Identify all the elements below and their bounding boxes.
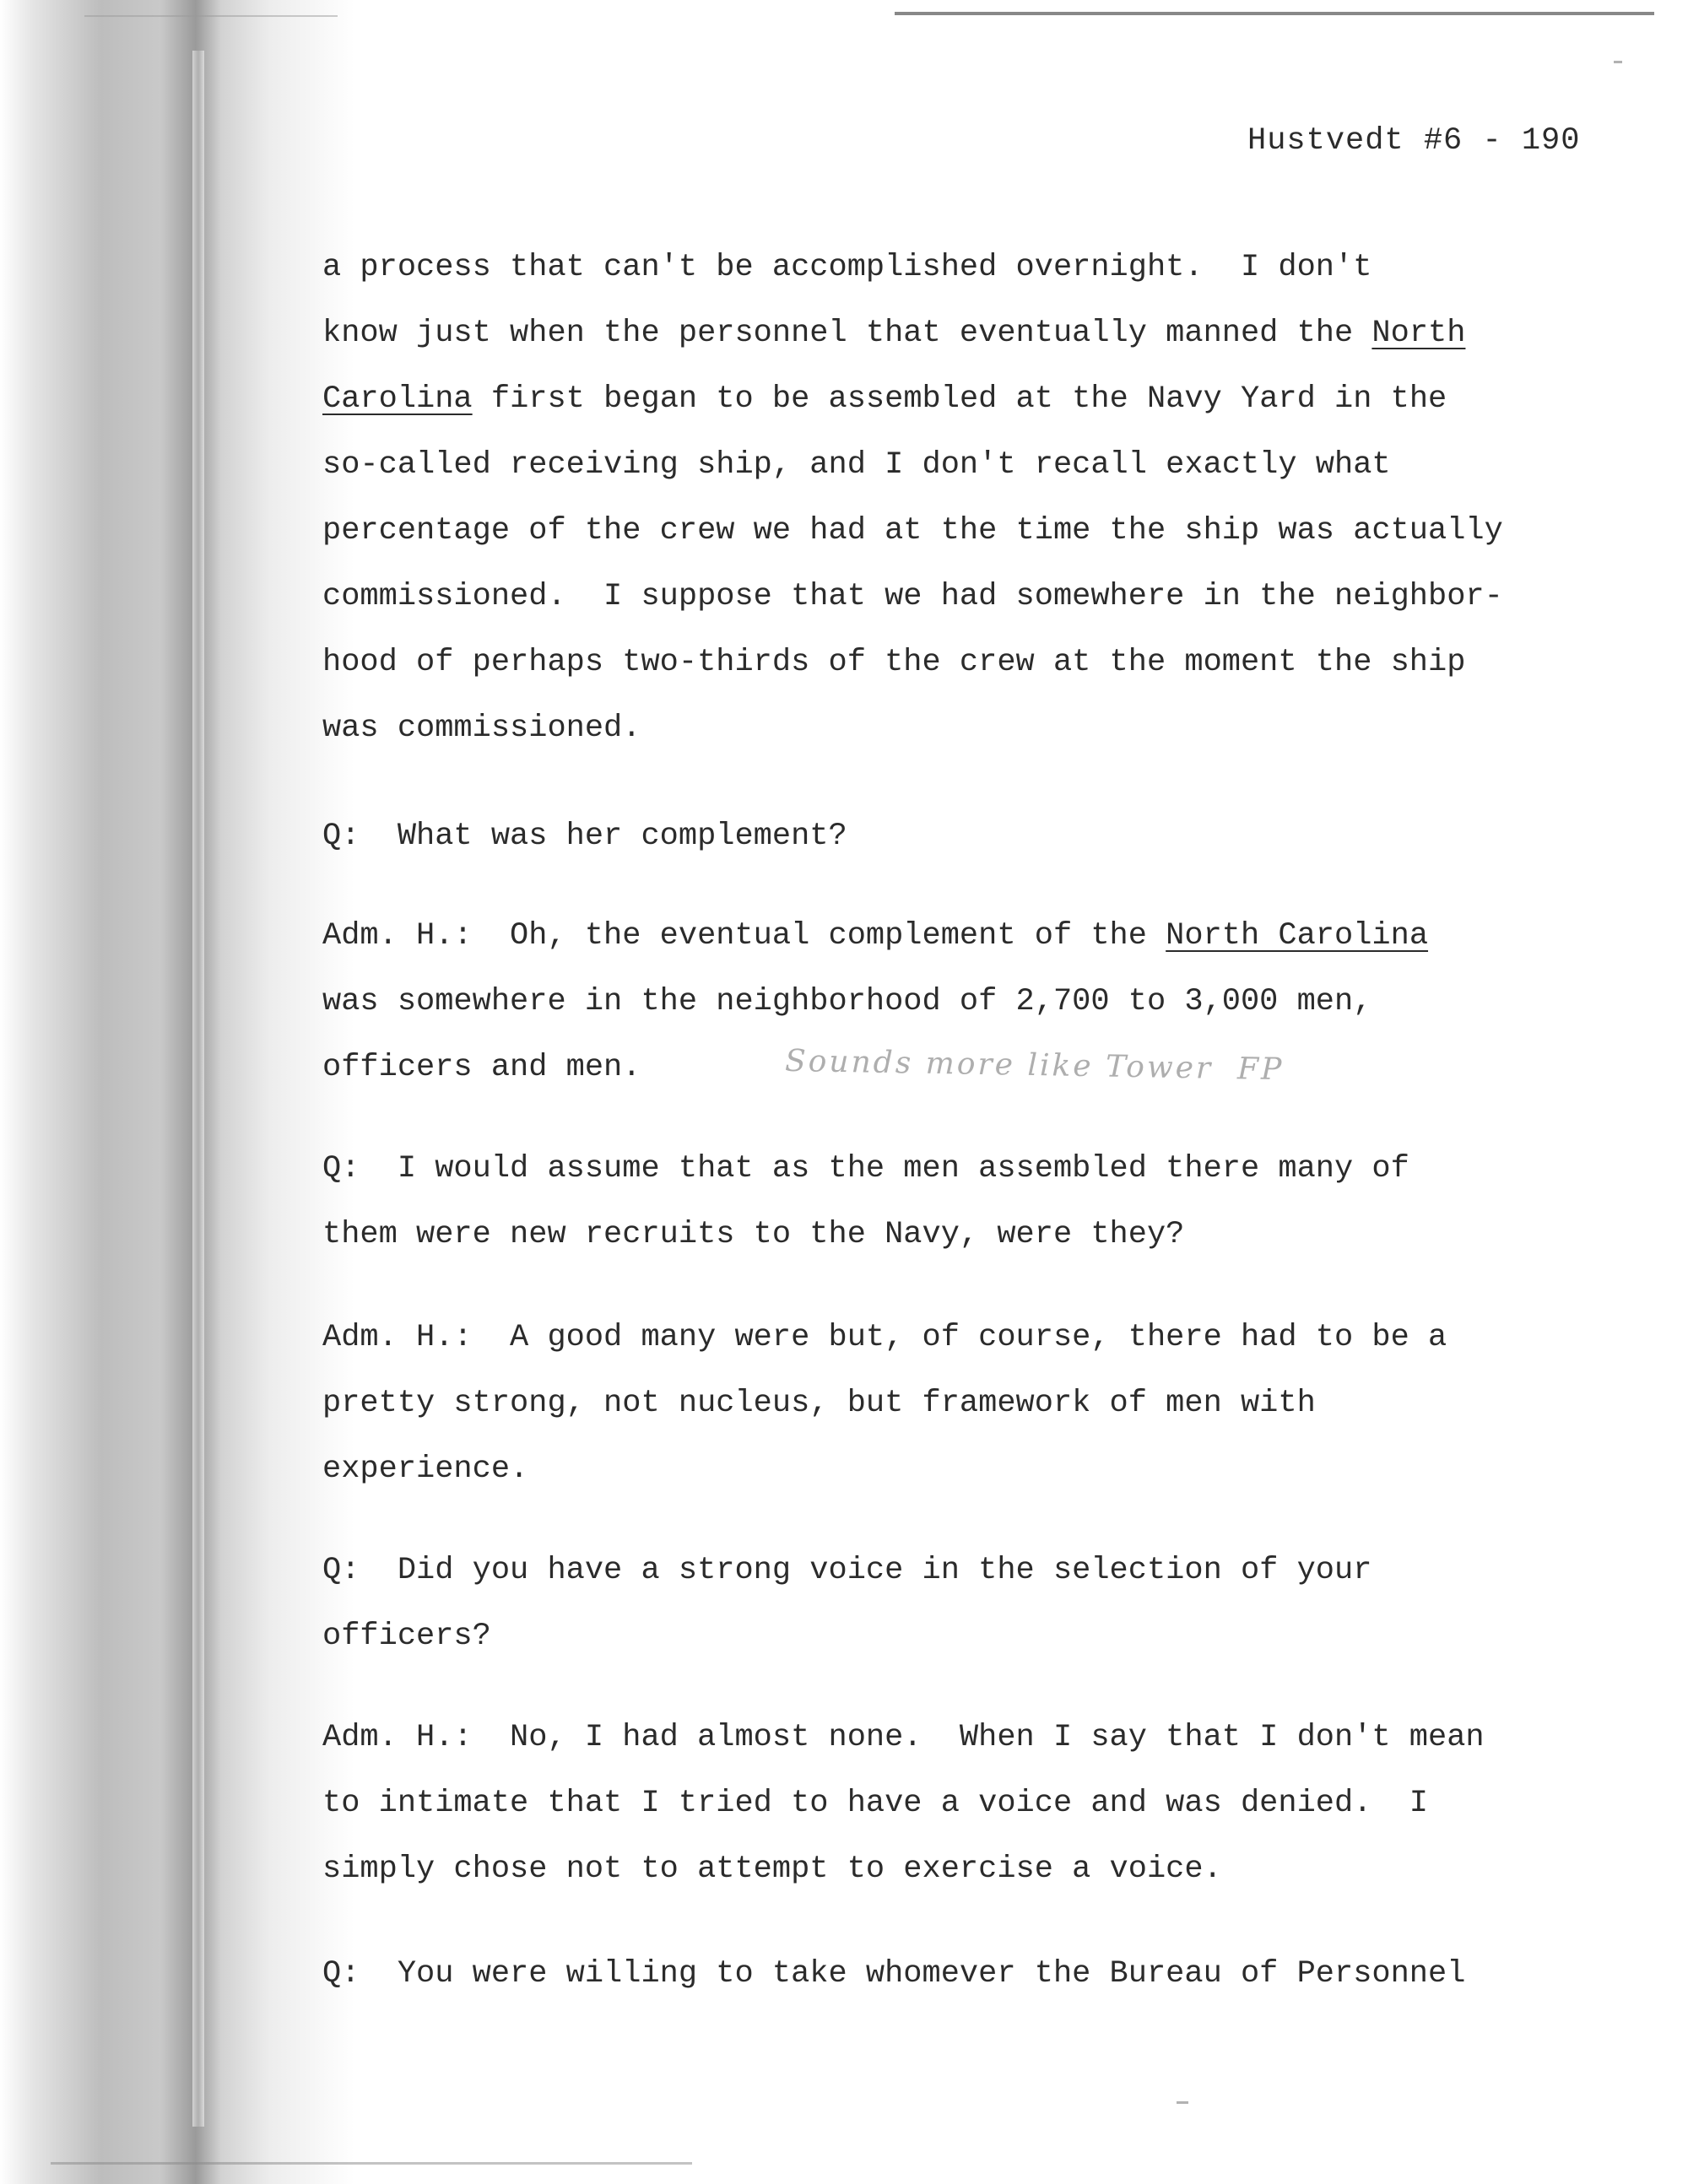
question-4 [322,1941,1605,2007]
top-edge-rule [895,12,1654,15]
text-line: officers? [322,1619,491,1654]
text-line: commissioned. I suppose that we had somewhere in the neighbor- [322,579,1503,614]
text-line: Adm. H.: No, I had almost none. When I say that I don't mean [322,1720,1485,1755]
text-line: was somewhere in the neighborhood of 2,700 to 3,000 men, [322,984,1372,1019]
text-line: a process that can't be accomplished overnight. I don't [322,250,1372,285]
text-span: Adm. H.: Oh, the eventual complement of the [322,918,1166,954]
paragraph-continuation [322,235,1605,761]
text-line [322,300,1605,366]
question-1 [322,803,1605,869]
scan-speck [1177,2101,1188,2104]
text-line: Q: You were willing to take whomever the Bureau of Personnel [322,1956,1466,1992]
text-span: know just when the personnel that eventually manned the [322,316,1372,351]
binding-fold [192,51,204,2127]
page-header: Hustvedt #6 - 190 [1247,123,1581,159]
scan-speck [1614,61,1622,63]
text-line: hood of perhaps two-thirds of the crew at the moment the ship [322,645,1466,680]
text-line: them were new recruits to the Navy, were they? [322,1217,1185,1252]
ship-name-part1: North [1372,316,1466,351]
text-line: Q: What was her complement? [322,819,847,854]
ship-name: North Carolina [1166,918,1429,954]
handwritten-annotation: Sounds more like Tower FP [784,1043,1285,1088]
text-line: to intimate that I tried to have a voice and was denied. I [322,1786,1429,1821]
text-line: so-called receiving ship, and I don't recall exactly what [322,447,1391,483]
binding-shadow [0,0,354,2184]
text-span: first began to be assembled at the Navy Yard in the [490,381,1447,417]
text-line: percentage of the crew we had at the time the ship was actually [322,513,1503,549]
text-line: Q: I would assume that as the men assembled there many of [322,1151,1409,1187]
answer-2 [322,1305,1605,1502]
ship-name-part2: Carolina [322,381,473,417]
top-edge-rule-left [84,15,338,17]
question-2 [322,1136,1605,1268]
text-line: simply chose not to attempt to exercise a voice. [322,1852,1222,1887]
text-line [322,903,1605,969]
text-line [322,366,1605,432]
text-line: pretty strong, not nucleus, but framework of men with [322,1386,1316,1421]
text-line: was commissioned. [322,711,641,746]
answer-3 [322,1705,1605,1902]
bottom-edge-rule [51,2162,692,2165]
text-line: Adm. H.: A good many were but, of course, there had to be a [322,1320,1447,1355]
text-line: Q: Did you have a strong voice in the selection of your [322,1553,1372,1588]
question-3 [322,1538,1605,1669]
text-line: officers and men. [322,1050,641,1085]
text-line: experience. [322,1451,529,1487]
